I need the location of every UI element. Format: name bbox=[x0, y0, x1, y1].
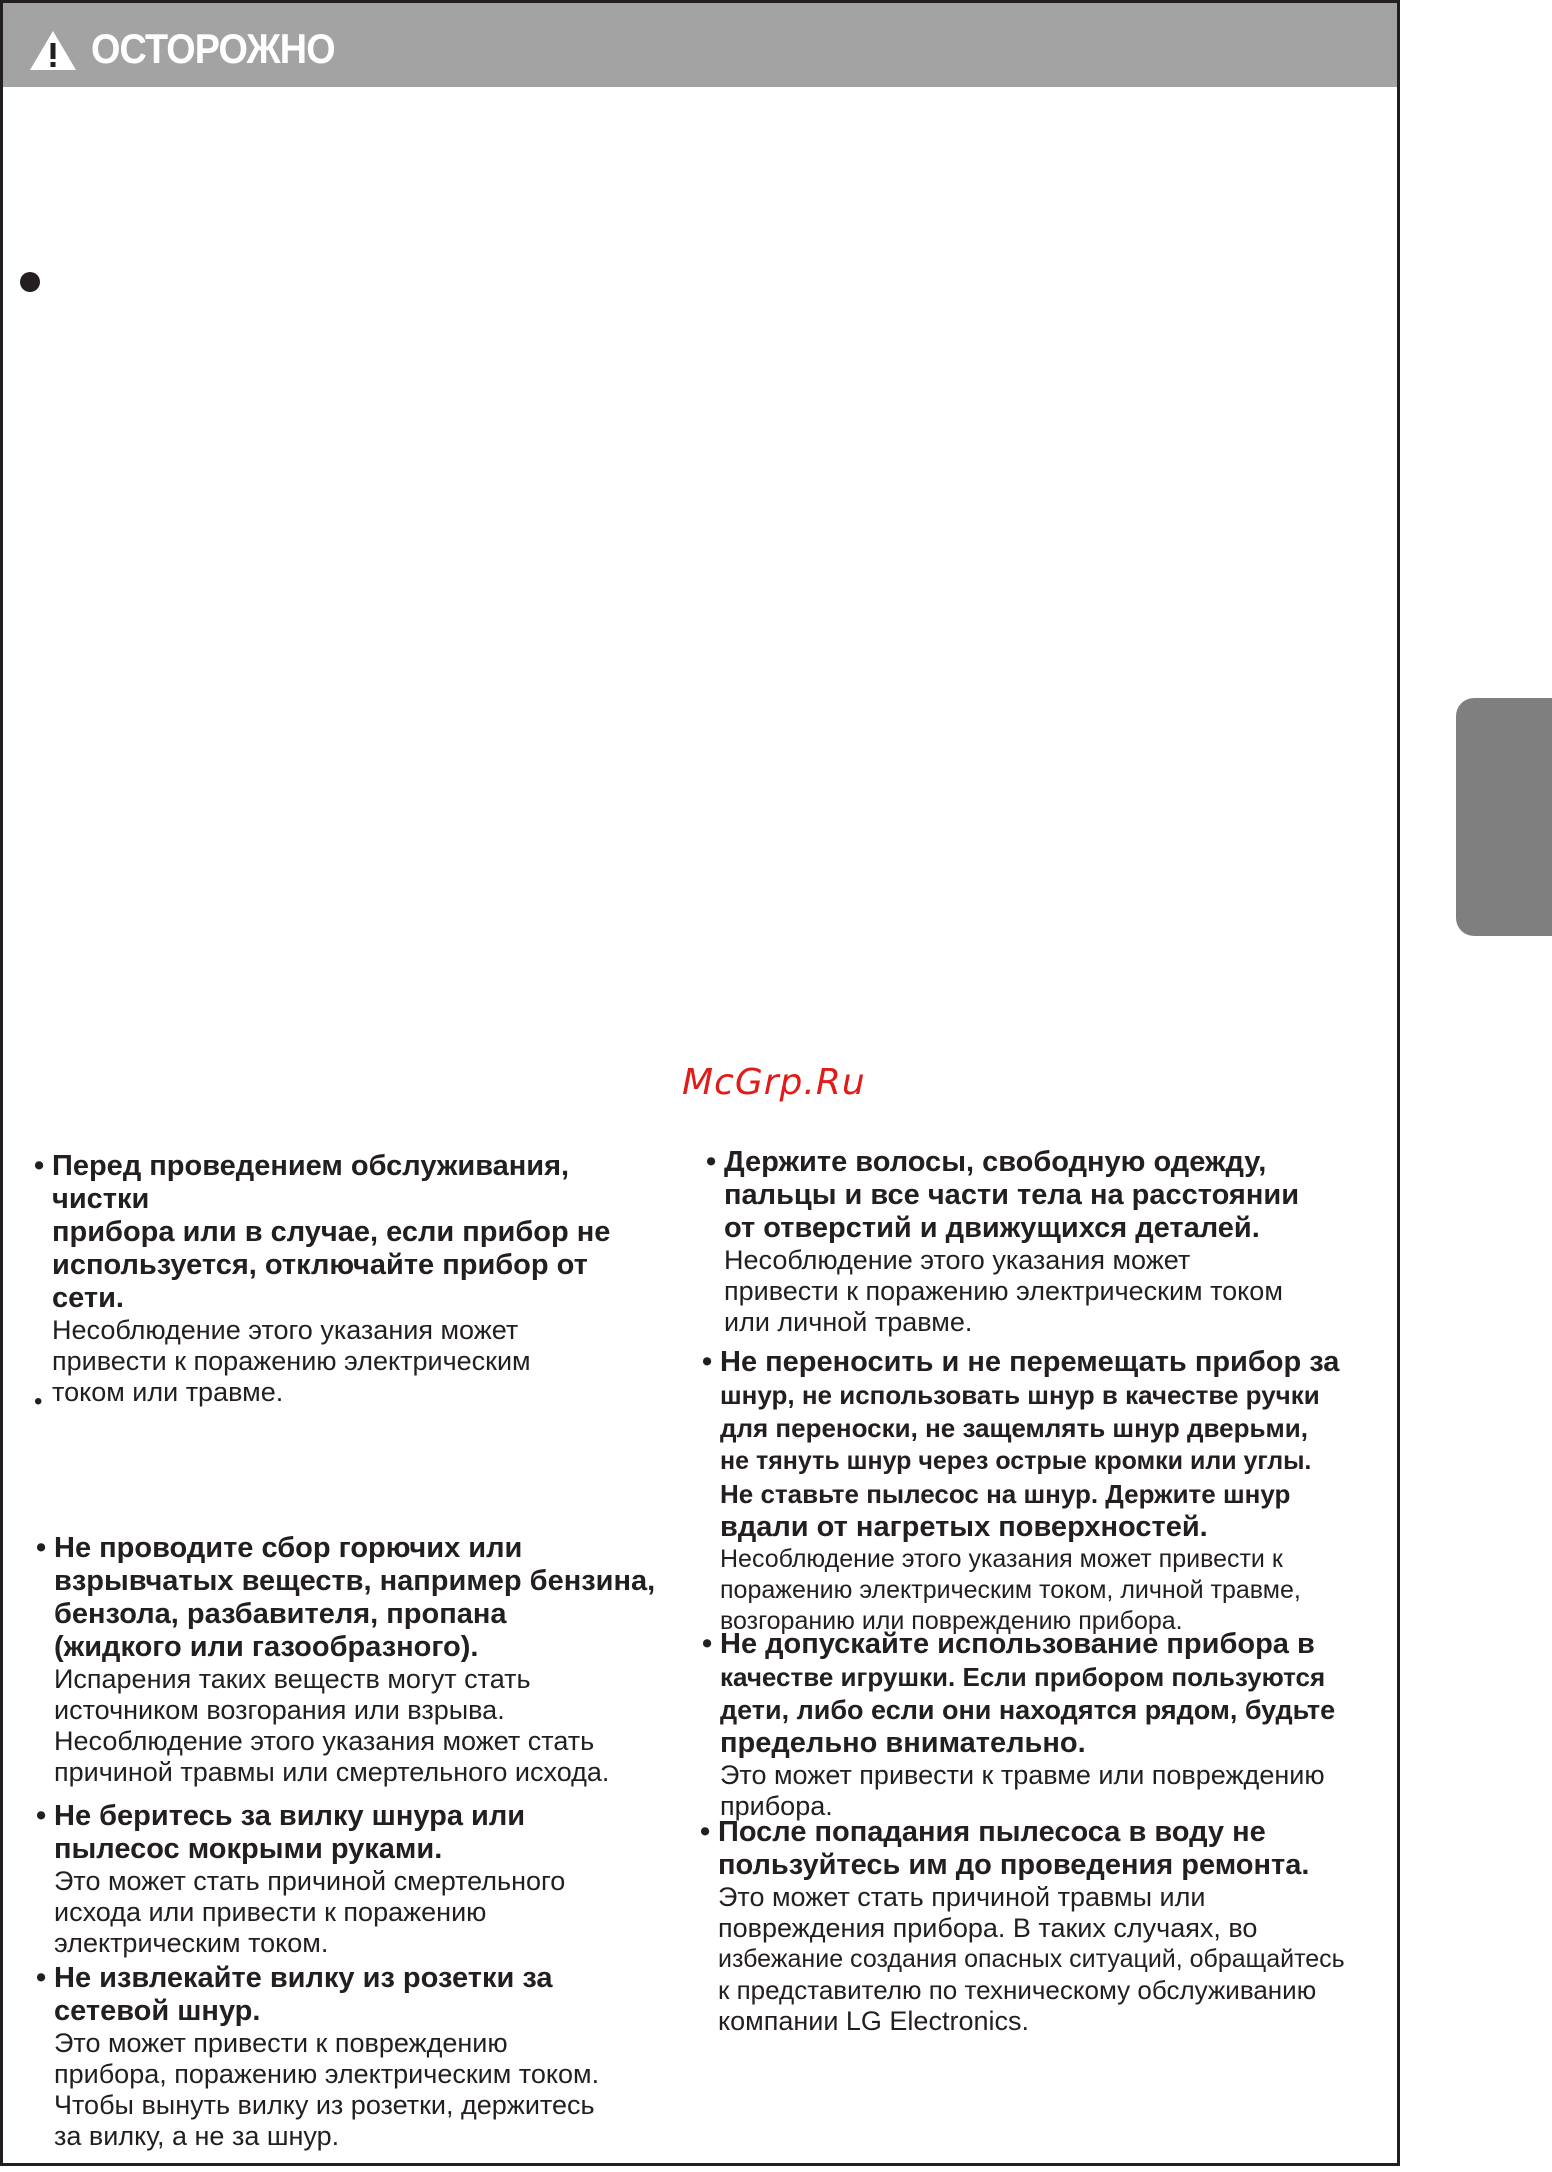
warning-heading-line: пользуйтесь им до проведения ремонта. bbox=[718, 1849, 1310, 1881]
warning-text-line: прибора. bbox=[720, 1791, 833, 1821]
warning-text-line: избежание создания опасных ситуаций, обращайтесь bbox=[718, 1945, 1345, 1973]
warning-heading-line: Держите волосы, свободную одежду, bbox=[724, 1146, 1267, 1178]
warning-heading-line: пылесос мокрыми руками. bbox=[54, 1833, 443, 1865]
page-title: ОСТОРОЖНО bbox=[91, 25, 335, 72]
warning-text-line: Испарения таких веществ могут стать bbox=[54, 1664, 531, 1694]
warning-text-line: привести к поражению электрическим током bbox=[724, 1276, 1283, 1306]
caution-header bbox=[3, 3, 1397, 87]
warning-heading-line: для переноски, не защемлять шнур дверьми, bbox=[720, 1413, 1308, 1443]
warning-item: • Не извлекайте вилку из розетки за сетевой шнур. Это может привести к повреждению прибора, поражению электрическим током. Чтобы вынуть вилку из розетки, держитесь за вилку, а не за шнур. bbox=[54, 1962, 664, 2152]
warning-heading-line: Перед проведением обслуживания, чистки bbox=[52, 1150, 570, 1215]
warning-text-line: поражению электрическим током, личной травме, bbox=[720, 1576, 1301, 1604]
warning-text-line: током или травме. bbox=[52, 1377, 284, 1407]
warning-heading-line: не тянуть шнур через острые кромки или углы. bbox=[720, 1447, 1312, 1475]
warning-heading-line: от отверстий и движущихся деталей. bbox=[724, 1212, 1260, 1244]
warning-text-line: привести к поражению электрическим bbox=[52, 1346, 531, 1376]
warning-heading-line: сетевой шнур. bbox=[54, 1995, 261, 2027]
warning-heading-line: Не извлекайте вилку из розетки за bbox=[54, 1962, 553, 1994]
warning-heading-line: Не ставьте пылесос на шнур. Держите шнур bbox=[720, 1479, 1291, 1509]
warning-triangle-icon bbox=[29, 30, 77, 71]
warning-text-line: к представителю по техническому обслуживанию bbox=[718, 1975, 1317, 2005]
warning-text-line: повреждения прибора. В таких случаях, во bbox=[718, 1913, 1258, 1943]
warning-heading-line: (жидкого или газообразного). bbox=[54, 1631, 479, 1663]
warning-text-line: Это может привести к травме или повреждению bbox=[720, 1760, 1325, 1790]
warning-item: • Не переносить и не перемещать прибор за шнур, не использовать шнур в качестве ручки для переноски, не защемлять шнур дверьми, не тянуть шнур через острые кромки или углы. Не ставьте пылесос на шнур. Держите шнур вдали от нагретых поверхностей. Несоблюдение этого указания может привести к поражению электрическим током, личной травме, возгоранию или повреждению прибора. bbox=[720, 1346, 1380, 1637]
warning-text-line: электрическим током. bbox=[54, 1928, 329, 1958]
warning-heading-line: После попадания пылесоса в воду не bbox=[718, 1816, 1266, 1848]
warning-text-line: Несоблюдение этого указания может стать bbox=[54, 1726, 595, 1756]
warning-text-line: исхода или привести к поражению bbox=[54, 1897, 487, 1927]
warning-text-line: Чтобы вынуть вилку из розетки, держитесь bbox=[54, 2090, 595, 2120]
watermark: McGrp.Ru bbox=[682, 1062, 866, 1103]
warning-heading-line: прибора или в случае, если прибор не bbox=[52, 1216, 611, 1248]
warning-text-line: Это может привести к повреждению bbox=[54, 2028, 508, 2058]
warning-text-line: или личной травме. bbox=[724, 1307, 973, 1337]
warning-text-line: Несоблюдение этого указания может bbox=[52, 1315, 519, 1345]
warning-heading-line: бензола, разбавителя, пропана bbox=[54, 1598, 507, 1630]
warning-text-line: причиной травмы или смертельного исхода. bbox=[54, 1757, 610, 1787]
warning-text-line: возгоранию или повреждению прибора. bbox=[720, 1607, 1183, 1635]
warning-heading-line: пальцы и все части тела на расстоянии bbox=[724, 1179, 1300, 1211]
section-tab bbox=[1456, 698, 1552, 936]
warning-text-line: Несоблюдение этого указания может bbox=[724, 1245, 1191, 1275]
warning-item: • Не проводите сбор горючих или взрывчатых веществ, например бензина, бензола, разбавителя, пропана (жидкого или газообразного). Испарения таких веществ могут стать источником возгорания или взрыва. Несоблюдение этого указания может стать причиной травмы или смертельного исхода. bbox=[54, 1532, 664, 1788]
warning-item: • Не допускайте использование прибора в качестве игрушки. Если прибором пользуются дети, либо если они находятся рядом, будьте предельно внимательно. Это может привести к травме или повреждению прибора. bbox=[720, 1628, 1380, 1822]
warning-heading-line: вдали от нагретых поверхностей. bbox=[720, 1511, 1208, 1543]
warning-heading-line: предельно внимательно. bbox=[720, 1727, 1086, 1759]
warning-text-line: Несоблюдение этого указания может привести к bbox=[720, 1545, 1283, 1573]
warning-item: • Не беритесь за вилку шнура или пылесос мокрыми руками. Это может стать причиной смертельного исхода или привести к поражению электрическим током. bbox=[54, 1800, 664, 1959]
warning-heading-line: взрывчатых веществ, например бензина, bbox=[54, 1565, 656, 1597]
warning-item: • После попадания пылесоса в воду не пользуйтесь им до проведения ремонта. Это может стать причиной травмы или повреждения прибора. В таких случаях, во избежание создания опасных ситуаций, обращайтесь к представителю по техническому обслуживанию компании LG Electronics. bbox=[718, 1816, 1378, 2037]
warning-text-line: прибора, поражению электрическим током. bbox=[54, 2059, 600, 2089]
warning-heading-line: сети. bbox=[52, 1282, 124, 1314]
warning-text-line: компании LG Electronics. bbox=[718, 2006, 1029, 2036]
warning-heading-line: Не проводите сбор горючих или bbox=[54, 1532, 523, 1564]
warning-text-line: Это может стать причиной смертельного bbox=[54, 1866, 566, 1896]
warning-text-line: за вилку, а не за шнур. bbox=[54, 2121, 340, 2151]
bullet-mark bbox=[20, 272, 40, 292]
warning-text-line: источником возгорания или взрыва. bbox=[54, 1695, 505, 1725]
warning-heading-line: Не беритесь за вилку шнура или bbox=[54, 1800, 526, 1832]
warning-heading-line: Не допускайте использование прибора в bbox=[720, 1628, 1315, 1660]
bullet-mark: • bbox=[34, 1388, 43, 1415]
warning-item: • Держите волосы, свободную одежду, пальцы и все части тела на расстоянии от отверстий и движущихся деталей. Несоблюдение этого указания может привести к поражению электрическим током или личной травме. bbox=[724, 1146, 1364, 1338]
warning-heading-line: дети, либо если они находятся рядом, будьте bbox=[720, 1695, 1336, 1725]
warning-text-line: Это может стать причиной травмы или bbox=[718, 1882, 1206, 1912]
warning-heading-line: используется, отключайте прибор от bbox=[52, 1249, 588, 1281]
warning-heading-line: качестве игрушки. Если прибором пользуются bbox=[720, 1662, 1326, 1692]
warning-heading-line: шнур, не использовать шнур в качестве ручки bbox=[720, 1380, 1320, 1410]
warning-heading-line: Не переносить и не перемещать прибор за bbox=[720, 1346, 1340, 1378]
warning-item: • Перед проведением обслуживания, чистки прибора или в случае, если прибор не используется, отключайте прибор от сети. Несоблюдение этого указания может привести к поражению электрическим током или травме. bbox=[52, 1150, 652, 1408]
